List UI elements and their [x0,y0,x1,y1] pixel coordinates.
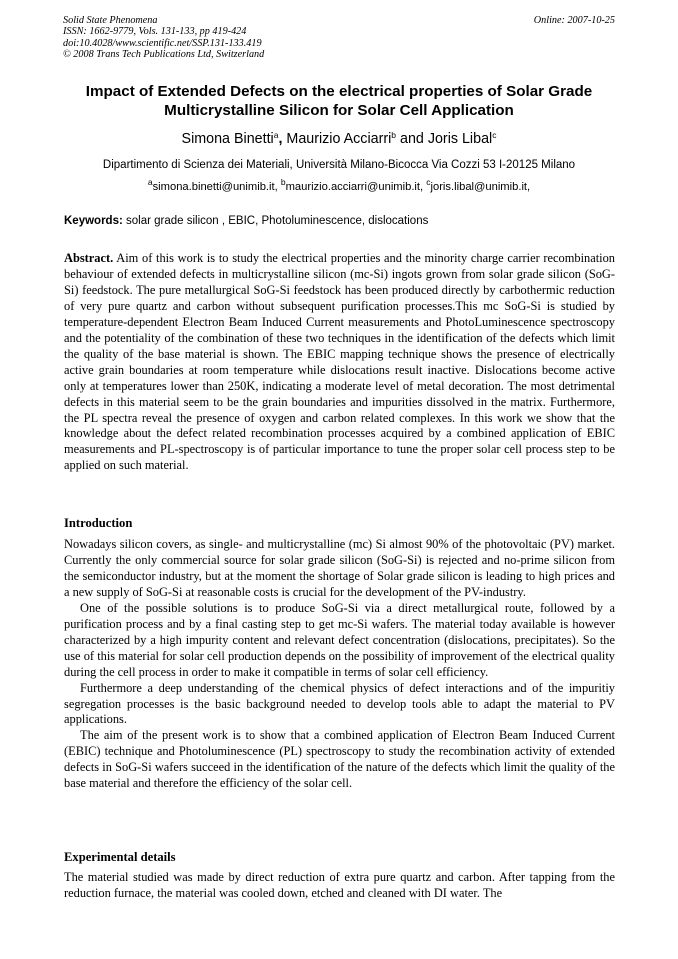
title-line-2: Multicrystalline Silicon for Solar Cell Application [164,102,514,119]
introduction-body [64,537,615,792]
email-address[interactable]: joris.libal@unimib.it, [430,181,531,193]
title-line-1: Impact of Extended Defects on the electrical properties of Solar Grade [85,83,593,100]
journal-name: Solid State Phenomena [63,15,158,26]
author-separator: , [278,131,287,147]
email-mark: c [426,177,431,187]
paper-title [40,82,638,120]
author-affil-mark: c [492,130,497,140]
issn-line: ISSN: 1662-9779, Vols. 131-133, pp 419-424 [63,26,247,38]
doi-line: doi:10.4028/www.scientific.net/SSP.131-133.419 [63,37,262,49]
author-name: Simona Binetti [181,131,274,147]
paragraph: The aim of the present work is to show that a combined application of Electron Beam Induced Current (EBIC) technique and Photoluminescence (PL) spectroscopy to study the recombination activity of extended defects in SoG-Si wafers succeed in the identification of the nature of the defects which limit the quality of the base material and therefore the efficiency of the solar cell. [64,728,615,791]
keywords-text: solar grade silicon , EBIC, Photoluminescence, dislocations [122,215,429,227]
author-separator: and [396,131,428,147]
abstract-label: Abstract. [64,251,114,265]
paragraph: Nowadays silicon covers, as single- and multicrystalline (mc) Si almost 90% of the photovoltaic (PV) market. Currently the only commercial source for solar grade silicon (SoG-Si) is rejected and no-prime silicon from the semiconductor industry, but at the moment the shortage of Solar grade silicon is leading to high prices and a new supply of SoG-Si at reasonable costs is crucial for the development of the PV-industry. [64,537,615,599]
email-address[interactable]: simona.binetti@unimib.it, [152,181,278,193]
paragraph: One of the possible solutions is to produce SoG-Si via a direct metallurgical route, followed by a purification process and by a final casting step to get mc-Si wafers. The material today available is however characterized by a high impurity content and relevant defect concentration (dislocations, precipitates). So the use of this material for solar cell production depends on the possibility of improvement of the electrical quality during the cell process in order to make it compatible in terms of solar cell efficiency. [64,600,615,679]
copyright-line: © 2008 Trans Tech Publications Ltd, Switzerland [63,48,265,60]
author-name: Maurizio Acciarri [286,131,392,147]
email-mark: b [280,177,286,187]
author-list [40,131,638,148]
email-mark: a [147,177,153,187]
keywords [64,214,615,228]
abstract-text: Aim of this work is to study the electrical properties and the minority charge carrier recombination behaviour of extended defects in multicrystalline silicon (mc-Si) ingots grown from solar grade silicon (SoG-Si) feedstock. The pure metallurgical SoG-Si feedstock has been produced directly by carbothermic reduction of very pure quartz and carbon without subsequent purification processes.This mc SoG-Si is studied by temperature-dependent Electron Beam Induced Current measurements and PhotoLuminescence spectroscopy and the potentiality of the combination of these two techniques in the identification of the defects which limit the quality of the base material is shown. The EBIC mapping technique shows the presence of electrically active grain boundaries at room temperature while dislocations result inactive. Dislocations become active only at temperatures lower than 250K, indicating a moderate level of metal decoration. The most detrimental defects in this material seem to be the grain boundaries and impurities dissolved in the matrix. Furthermore, the PL spectra reveal the presence of oxygen and carbon related complexes. In this work we show that the knowledge about the defect related recombination processes acquired by a combined application of EBIC measurements and PL-spectroscopy is of particular importance to tune the proper solar cell process step to be applied on such material. [64,251,615,473]
keywords-label: Keywords: [64,215,123,227]
abstract [64,251,615,474]
affiliation: Dipartimento di Scienza dei Materiali, Università Milano-Bicocca Via Cozzi 53 I-20125 Milano [102,159,576,171]
paragraph: The material studied was made by direct reduction of extra pure quartz and carbon. After tapping from the reduction furnace, the material was cooled down, etched and cleaned with DI water. The [64,870,615,900]
section-heading-experimental: Experimental details [64,850,176,864]
online-date: Online: 2007-10-25 [533,15,615,26]
email-address[interactable]: maurizio.acciarri@unimib.it, [285,181,424,193]
section-heading-introduction: Introduction [64,516,133,530]
paragraph: Furthermore a deep understanding of the chemical physics of defect interactions and of the impuritiy segregation processes is the basic background needed to develop tools able to adapt the material to PV applications. [64,680,615,727]
journal-header [63,15,615,60]
author-affil-mark: b [391,130,397,140]
email-list [40,177,638,194]
author-affil-mark: a [273,130,279,140]
experimental-body [64,870,615,902]
author-name: Joris Libal [427,131,493,147]
